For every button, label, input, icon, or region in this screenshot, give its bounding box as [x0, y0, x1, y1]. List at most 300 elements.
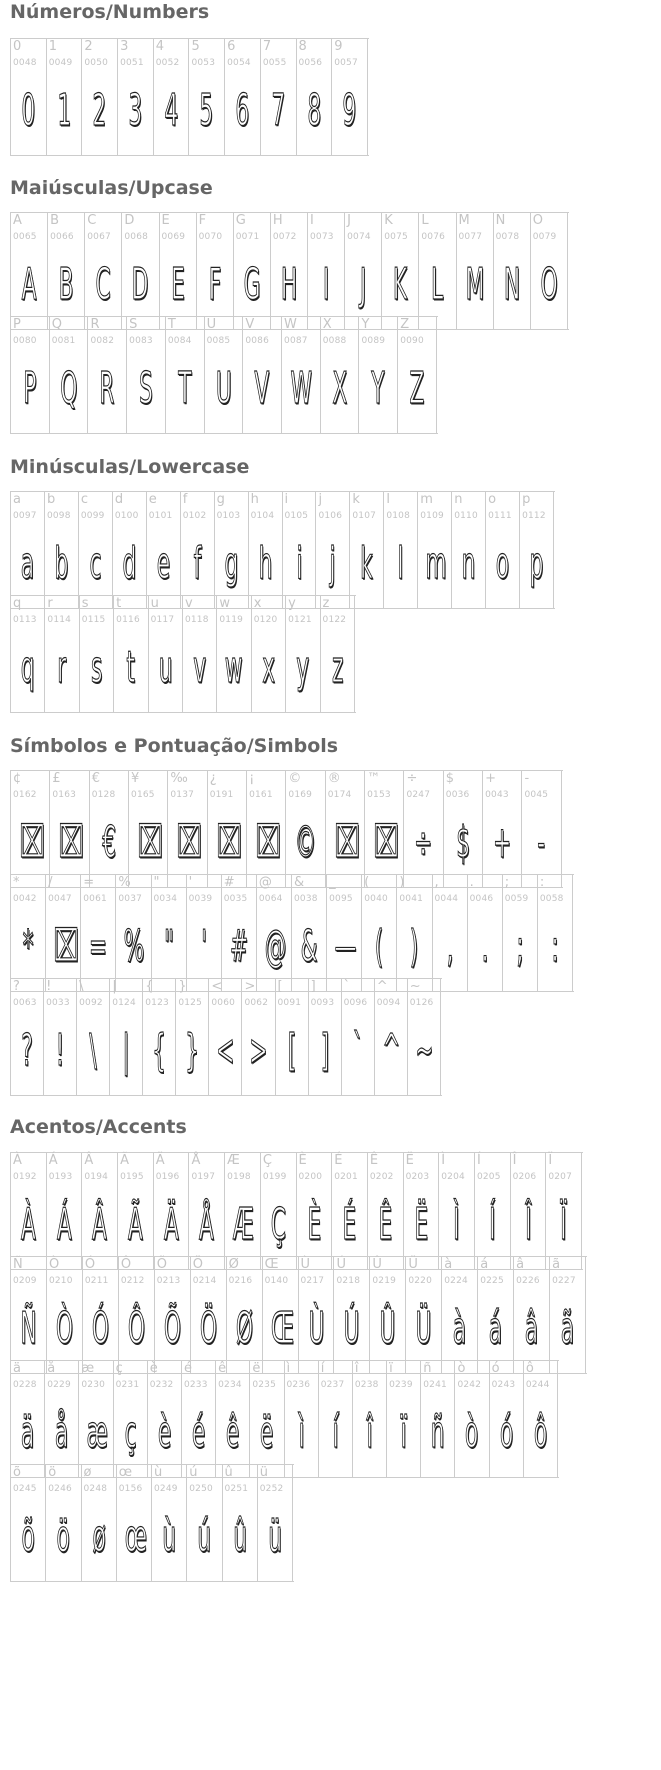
- glyph-label: (: [364, 875, 370, 890]
- glyph-label: D: [124, 213, 135, 228]
- glyph-preview: ï: [400, 1407, 407, 1458]
- glyph-preview: 6: [235, 85, 250, 136]
- glyph-cell: [257, 875, 292, 991]
- glyph-preview: ⌧: [19, 817, 45, 868]
- glyph-code: 0113: [13, 615, 37, 625]
- glyph-cell: [370, 1257, 406, 1373]
- glyph-cell: [297, 1153, 333, 1269]
- glyph-preview: z: [331, 642, 343, 693]
- glyph-code: 0112: [522, 511, 546, 521]
- glyph-cell: [205, 317, 244, 433]
- glyph-label: ô: [525, 1361, 534, 1376]
- glyph-label: ?: [13, 979, 20, 994]
- glyph-cell: [334, 1257, 370, 1373]
- glyph-row: [10, 978, 442, 1096]
- glyph-preview: X: [332, 363, 348, 414]
- glyph-preview: a: [20, 538, 35, 589]
- glyph-cell: [421, 1361, 455, 1477]
- glyph-code: 0195: [120, 1172, 144, 1182]
- glyph-label: à: [444, 1257, 453, 1272]
- glyph-cell: [258, 1465, 293, 1581]
- glyph-cell: [197, 213, 234, 329]
- glyph-cell: [397, 875, 432, 991]
- glyph-code: 0090: [400, 336, 424, 346]
- glyph-cell: [183, 596, 217, 712]
- glyph-preview: Õ: [163, 1303, 181, 1354]
- section-4: [10, 1115, 576, 1562]
- glyph-cell: [50, 771, 89, 887]
- glyph-preview: ñ: [430, 1407, 445, 1458]
- glyph-label: Ø: [228, 1257, 239, 1272]
- glyph-code: 0065: [13, 232, 37, 242]
- glyph-cell: [114, 596, 148, 712]
- glyph-label: W: [284, 317, 297, 332]
- glyph-code: 0075: [384, 232, 408, 242]
- glyph-preview: Ê: [378, 1199, 393, 1250]
- glyph-code: 0109: [420, 511, 444, 521]
- glyph-code: 0104: [250, 511, 275, 521]
- glyph-cell: [50, 317, 89, 433]
- glyph-preview: r: [57, 642, 67, 693]
- glyph-cell: [209, 979, 242, 1095]
- glyph-code: 0042: [13, 894, 37, 904]
- glyph-label: 4: [155, 39, 165, 54]
- glyph-preview: Ç: [270, 1199, 286, 1250]
- glyph-code: 0033: [46, 998, 70, 1008]
- glyph-cell: [514, 1257, 550, 1373]
- glyph-label: =: [83, 875, 95, 890]
- glyph-preview: =: [89, 921, 108, 972]
- glyph-preview: á: [488, 1303, 503, 1354]
- glyph-preview: c: [89, 538, 102, 589]
- glyph-cell: [215, 492, 249, 608]
- glyph-label: [: [277, 979, 283, 994]
- glyph-cell: [147, 492, 181, 608]
- glyph-cell: [77, 979, 110, 1095]
- glyph-cell: [522, 771, 561, 887]
- glyph-code: 0093: [310, 998, 335, 1008]
- glyph-code: 0118: [184, 615, 209, 625]
- glyph-label: g: [216, 492, 225, 507]
- glyph-preview: Q: [60, 363, 78, 414]
- glyph-code: 0092: [79, 998, 103, 1008]
- glyph-cell: [11, 39, 47, 155]
- glyph-preview: î: [366, 1407, 373, 1458]
- section-title: Minúsculas/Lowercase: [10, 456, 250, 478]
- glyph-cell: [90, 771, 129, 887]
- glyph-preview: b: [54, 538, 69, 589]
- glyph-cell: [332, 39, 368, 155]
- glyph-cell: [276, 979, 309, 1095]
- glyph-label: >: [244, 979, 256, 994]
- glyph-code: 0162: [13, 790, 37, 800]
- glyph-preview: œ: [124, 1511, 147, 1562]
- glyph-label: K: [384, 213, 393, 228]
- glyph-code: 0125: [178, 998, 203, 1008]
- glyph-cell: [217, 596, 251, 712]
- glyph-row: [10, 1464, 294, 1582]
- glyph-code: 0064: [258, 894, 283, 904]
- glyph-cell: [452, 492, 486, 608]
- glyph-code: 0101: [148, 511, 173, 521]
- glyph-cell: [127, 317, 166, 433]
- glyph-cell: [47, 1257, 83, 1373]
- glyph-label: x: [253, 596, 262, 611]
- glyph-preview: k: [360, 538, 374, 589]
- glyph-cell: [227, 1257, 263, 1373]
- glyph-label: É: [334, 1153, 343, 1168]
- glyph-label: V: [245, 317, 255, 332]
- glyph-cell: [155, 1257, 191, 1373]
- glyph-preview: }: [185, 1025, 200, 1076]
- glyph-label: ): [399, 875, 405, 890]
- glyph-cell: [160, 213, 197, 329]
- glyph-cell: [116, 875, 151, 991]
- glyph-preview: ): [410, 921, 419, 972]
- glyph-preview: Ì: [453, 1199, 460, 1250]
- glyph-row: [10, 1152, 583, 1270]
- glyph-code: 0054: [227, 58, 251, 68]
- glyph-preview: R: [99, 363, 115, 414]
- glyph-cell: [475, 1153, 511, 1269]
- glyph-code: 0169: [288, 790, 313, 800]
- glyph-preview: `: [352, 1025, 364, 1076]
- glyph-cell: [433, 875, 468, 991]
- glyph-preview: ': [200, 921, 207, 972]
- glyph-label: Ô: [120, 1257, 132, 1272]
- glyph-preview: !: [55, 1025, 65, 1076]
- glyph-cell: [332, 1153, 368, 1269]
- glyph-preview: g: [224, 538, 239, 589]
- glyph-label: Q: [51, 317, 62, 332]
- glyph-preview: J: [359, 259, 367, 310]
- glyph-code: 0163: [52, 790, 77, 800]
- glyph-preview: :: [551, 921, 559, 972]
- glyph-code: 0049: [48, 58, 73, 68]
- glyph-label: k: [352, 492, 360, 507]
- glyph-label: å: [47, 1361, 56, 1376]
- glyph-code: 0094: [376, 998, 401, 1008]
- glyph-code: 0066: [50, 232, 74, 242]
- glyph-preview: F: [208, 259, 221, 310]
- glyph-label: ú: [189, 1465, 198, 1480]
- glyph-cell: [408, 979, 441, 1095]
- glyph-preview: ü: [267, 1511, 282, 1562]
- glyph-code: 0058: [539, 894, 564, 904]
- glyph-preview: +: [493, 817, 512, 868]
- glyph-preview: è: [157, 1407, 172, 1458]
- glyph-preview: Â: [92, 1199, 108, 1250]
- glyph-preview: —: [334, 921, 357, 972]
- glyph-code: 0050: [84, 58, 109, 68]
- glyph-code: 0091: [277, 998, 302, 1008]
- glyph-code: 0078: [495, 232, 520, 242]
- glyph-preview: P: [23, 363, 37, 414]
- glyph-preview: e: [156, 538, 170, 589]
- glyph-cell: [326, 771, 365, 887]
- glyph-code: 0088: [322, 336, 347, 346]
- glyph-code: 0234: [218, 1380, 242, 1390]
- glyph-cell: [122, 213, 159, 329]
- glyph-cell: [503, 875, 538, 991]
- section-title: Maiúsculas/Upcase: [10, 177, 213, 199]
- glyph-label: @: [258, 875, 272, 890]
- glyph-code: 0205: [476, 1172, 501, 1182]
- glyph-cell: [187, 875, 222, 991]
- glyph-label: õ: [13, 1465, 21, 1480]
- glyph-code: 0248: [83, 1484, 108, 1494]
- glyph-label: Å: [191, 1153, 201, 1168]
- glyph-cell: [261, 39, 297, 155]
- glyph-preview: G: [243, 259, 261, 310]
- glyph-code: 0230: [81, 1380, 106, 1390]
- glyph-preview: ⌧: [58, 817, 85, 868]
- glyph-cell: [222, 875, 257, 991]
- glyph-code: 0047: [48, 894, 72, 904]
- glyph-cell: [11, 213, 48, 329]
- glyph-code: 0111: [488, 511, 512, 521]
- glyph-code: 0122: [322, 615, 347, 625]
- glyph-preview: ã: [560, 1303, 575, 1354]
- glyph-row: [10, 1256, 587, 1374]
- glyph-cell: [297, 39, 333, 155]
- glyph-cell: [47, 39, 83, 155]
- glyph-code: 0053: [191, 58, 216, 68]
- glyph-code: 0040: [364, 894, 388, 904]
- glyph-label: ,: [434, 875, 439, 890]
- glyph-code: 0237: [320, 1380, 345, 1390]
- glyph-code: 0124: [112, 998, 136, 1008]
- glyph-label: ù: [154, 1465, 163, 1480]
- glyph-code: 0121: [288, 615, 312, 625]
- glyph-preview: ö: [56, 1511, 71, 1562]
- glyph-cell: [149, 596, 183, 712]
- glyph-preview: H: [280, 259, 298, 310]
- glyph-label: Ó: [84, 1257, 96, 1272]
- glyph-code: 0227: [552, 1276, 576, 1286]
- glyph-label: ã: [552, 1257, 561, 1272]
- glyph-cell: [45, 492, 79, 608]
- section-title: Acentos/Accents: [10, 1116, 187, 1138]
- glyph-code: 0107: [352, 511, 377, 521]
- glyph-cell: [538, 875, 573, 991]
- glyph-cell: [247, 771, 286, 887]
- glyph-preview: Í: [489, 1199, 496, 1250]
- glyph-cell: [181, 492, 215, 608]
- glyph-label: h: [250, 492, 259, 507]
- glyph-code: 0045: [524, 790, 549, 800]
- glyph-label: }: [178, 979, 187, 994]
- glyph-preview: d: [122, 538, 137, 589]
- glyph-label: <: [211, 979, 223, 994]
- glyph-preview: ⌧: [137, 817, 163, 868]
- glyph-label: v: [184, 596, 193, 611]
- glyph-cell: [44, 979, 77, 1095]
- glyph-preview: Ä: [163, 1199, 179, 1250]
- glyph-cell: [80, 596, 114, 712]
- glyph-code: 0214: [192, 1276, 217, 1286]
- glyph-code: 0241: [423, 1380, 447, 1390]
- glyph-cell: [362, 875, 397, 991]
- glyph-label: $: [445, 771, 455, 786]
- glyph-preview: p: [529, 538, 544, 589]
- glyph-code: 0228: [13, 1380, 37, 1390]
- glyph-label: è: [149, 1361, 158, 1376]
- glyph-label: %: [118, 875, 131, 890]
- glyph-preview: ç: [124, 1407, 137, 1458]
- glyph-cell: [11, 1465, 46, 1581]
- glyph-preview: ó: [499, 1407, 513, 1458]
- glyph-label: #: [223, 875, 235, 890]
- glyph-cell: [457, 213, 494, 329]
- glyph-label: Ù: [300, 1257, 311, 1272]
- glyph-label: J: [347, 213, 351, 228]
- glyph-code: 0086: [245, 336, 270, 346]
- glyph-label: û: [224, 1465, 233, 1480]
- glyph-label: á: [480, 1257, 489, 1272]
- glyph-preview: f: [193, 538, 201, 589]
- glyph-preview: Ö: [199, 1303, 217, 1354]
- glyph-preview: B: [58, 259, 74, 310]
- glyph-cell: [11, 979, 44, 1095]
- glyph-preview: Ø: [235, 1303, 253, 1354]
- glyph-cell: [11, 1153, 47, 1269]
- glyph-preview: -: [537, 817, 546, 868]
- glyph-cell: [11, 492, 45, 608]
- glyph-preview: ": [163, 921, 174, 972]
- glyph-preview: Y: [371, 363, 385, 414]
- glyph-label: À: [13, 1153, 22, 1168]
- glyph-label: j: [318, 492, 323, 507]
- glyph-code: 0077: [458, 232, 483, 242]
- glyph-preview: Ô: [127, 1303, 145, 1354]
- glyph-cell: [168, 771, 207, 887]
- glyph-code: 0251: [224, 1484, 249, 1494]
- glyph-cell: [404, 771, 443, 887]
- glyph-code: 0212: [120, 1276, 145, 1286]
- glyph-cell: [444, 771, 483, 887]
- glyph-code: 0231: [115, 1380, 140, 1390]
- glyph-label: l: [386, 492, 390, 507]
- glyph-cell: [309, 979, 342, 1095]
- glyph-label: Ï: [548, 1153, 553, 1168]
- glyph-cell: [148, 1361, 182, 1477]
- glyph-label: Í: [476, 1153, 481, 1168]
- glyph-code: 0249: [154, 1484, 178, 1494]
- glyph-label: ‰: [170, 771, 188, 786]
- glyph-label: \: [79, 979, 84, 994]
- glyph-code: 0048: [13, 58, 37, 68]
- glyph-cell: [81, 875, 116, 991]
- glyph-code: 0056: [298, 58, 323, 68]
- glyph-label: 0: [13, 39, 22, 54]
- glyph-preview: í: [332, 1407, 339, 1458]
- glyph-preview: Ò: [55, 1303, 73, 1354]
- glyph-preview: Œ: [270, 1303, 294, 1354]
- glyph-label: ¡: [249, 771, 255, 786]
- glyph-code: 0244: [525, 1380, 550, 1390]
- glyph-code: 0252: [259, 1484, 284, 1494]
- glyph-code: 0074: [347, 232, 371, 242]
- glyph-cell: [263, 1257, 299, 1373]
- glyph-preview: 0: [21, 85, 36, 136]
- glyph-preview: %: [124, 921, 145, 972]
- glyph-label: Æ: [227, 1153, 240, 1168]
- glyph-label: n: [454, 492, 463, 507]
- glyph-preview: ⌧: [216, 817, 242, 868]
- glyph-code: 0156: [118, 1484, 143, 1494]
- glyph-code: 0038: [294, 894, 318, 904]
- glyph-label: I: [310, 213, 314, 228]
- glyph-cell: [384, 492, 418, 608]
- glyph-label: 7: [262, 39, 272, 54]
- glyph-preview: [: [287, 1025, 296, 1076]
- glyph-label: E: [161, 213, 170, 228]
- glyph-cell: [375, 979, 408, 1095]
- glyph-code: 0232: [149, 1380, 174, 1390]
- glyph-cell: [286, 596, 320, 712]
- glyph-label: d: [114, 492, 124, 507]
- glyph-code: 0123: [145, 998, 169, 1008]
- glyph-cell: [11, 1361, 45, 1477]
- glyph-code: 0099: [80, 511, 105, 521]
- glyph-cell: [308, 213, 345, 329]
- glyph-cell: [382, 213, 419, 329]
- glyph-cell: [353, 1361, 387, 1477]
- glyph-cell: [292, 875, 327, 991]
- glyph-cell: [327, 875, 362, 991]
- glyph-code: 0206: [512, 1172, 537, 1182]
- glyph-code: 0071: [235, 232, 260, 242]
- glyph-code: 0161: [249, 790, 273, 800]
- glyph-preview: Ó: [91, 1303, 109, 1354]
- glyph-cell: [83, 1257, 119, 1373]
- glyph-preview: 9: [342, 85, 357, 136]
- glyph-label: o: [488, 492, 497, 507]
- glyph-label: z: [322, 596, 330, 611]
- glyph-preview: $: [456, 817, 470, 868]
- glyph-preview: Ù: [307, 1303, 324, 1354]
- glyph-code: 0034: [153, 894, 178, 904]
- glyph-code: 0219: [372, 1276, 397, 1286]
- glyph-preview: ë: [260, 1407, 274, 1458]
- glyph-cell: [114, 1361, 148, 1477]
- glyph-preview: ©: [295, 817, 317, 868]
- glyph-cell: [182, 1361, 216, 1477]
- glyph-cell: [11, 596, 45, 712]
- glyph-preview: 5: [199, 85, 214, 136]
- glyph-code: 0201: [334, 1172, 358, 1182]
- glyph-cell: [250, 1361, 284, 1477]
- glyph-label: `: [343, 979, 351, 994]
- glyph-label: Ö: [192, 1257, 203, 1272]
- glyph-preview: ]: [320, 1025, 329, 1076]
- glyph-label: C: [87, 213, 97, 228]
- glyph-cell: [316, 492, 350, 608]
- glyph-label: _: [329, 875, 336, 890]
- glyph-code: 0046: [469, 894, 494, 904]
- glyph-code: 0119: [219, 615, 244, 625]
- glyph-label: r: [47, 596, 53, 611]
- glyph-row: [10, 1360, 559, 1478]
- glyph-label: €: [91, 771, 100, 786]
- glyph-code: 0233: [183, 1380, 208, 1390]
- glyph-cell: [365, 771, 404, 887]
- section-2: [10, 455, 546, 693]
- glyph-cell: [154, 39, 190, 155]
- glyph-code: 0199: [262, 1172, 287, 1182]
- glyph-code: 0192: [13, 1172, 37, 1182]
